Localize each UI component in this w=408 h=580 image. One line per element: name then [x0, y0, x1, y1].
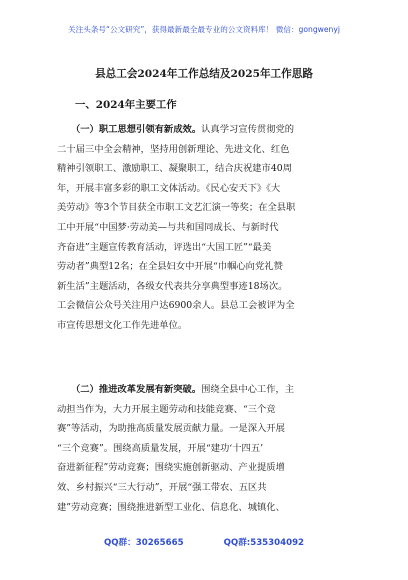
contact-footer: [0, 536, 408, 548]
promo-banner: 关注头条号“公文研究”，获得最新最全最专业的公文资料库！ 微信：gongwenyj: [68, 25, 340, 34]
paragraph-line: [57, 120, 349, 140]
paragraph-line: 新生活”主题活动，各级女代表共分享典型事迹18场次。: [57, 280, 288, 292]
paragraph-line: 工会微信公众号关注用户达6900余人。县总工会被评为全: [57, 300, 295, 312]
paragraph-line: 精神引领职工、激励职工、凝聚职工，结合庆祝建市40周: [57, 163, 292, 175]
paragraph-text: 认真学习宣传贯彻党的: [201, 124, 295, 135]
paragraph-line: 齐奋进”主题宣传教育活动，评选出“大国工匠”“最美: [57, 241, 272, 253]
paragraph-line: 市宣传思想文化工作先进单位。: [57, 319, 188, 331]
paragraph-line: [57, 380, 349, 400]
paragraph-line: 动担当作为，大力开展主题劳动和技能竞赛、“三个竞: [57, 403, 276, 415]
document-title: 县总工会2024年工作总结及2025年工作思路: [95, 68, 313, 80]
paragraph-line: 美劳动》等3个节目获全市职工文艺汇演一等奖；在全县职: [57, 202, 296, 214]
paragraph-text: 围绕全县中心工作，主: [201, 384, 295, 395]
paragraph-line: 奋进新征程”劳动竞赛；围绕实施创新驱动、产业提质增: [57, 462, 285, 474]
section-heading: 一、2024年主要工作: [75, 99, 177, 111]
paragraph-line: 二十届三中全会精神，坚持用创新理论、先进文化、红色: [57, 143, 290, 155]
paragraph-lead: （一）职工思想引领有新成效。: [75, 124, 202, 135]
qq-group-2: QQ群:535304092: [223, 538, 305, 548]
paragraph-lead: （二）推进改革发展有新突破。: [75, 384, 202, 395]
paragraph-line: 赛”等活动，为助推高质量发展贡献力量。一是深入开展: [57, 423, 285, 435]
qq-group-1: QQ群：30265665: [103, 538, 184, 548]
paragraph-line: 年，开展丰富多彩的职工文体活动。《民心安天下》《大: [57, 182, 281, 194]
paragraph-ideology: [57, 120, 349, 336]
paragraph-reform: [57, 380, 349, 517]
paragraph-line: 工中开展“中国梦·劳动美—与共和国同成长、与新时代: [57, 221, 279, 233]
paragraph-line: 建”劳动竞赛；围绕推进新型工业化、信息化、城镇化、: [57, 501, 285, 513]
paragraph-line: “三个竞赛”。围绕高质量发展，开展“建功‘十四五’: [57, 442, 264, 454]
paragraph-line: 效、乡村振兴“三大行动”，开展“强工带农、五区共: [57, 481, 267, 493]
paragraph-line: 劳动者”典型12名；在全县妇女中开展“巾帼心向党礼赞: [57, 261, 283, 273]
